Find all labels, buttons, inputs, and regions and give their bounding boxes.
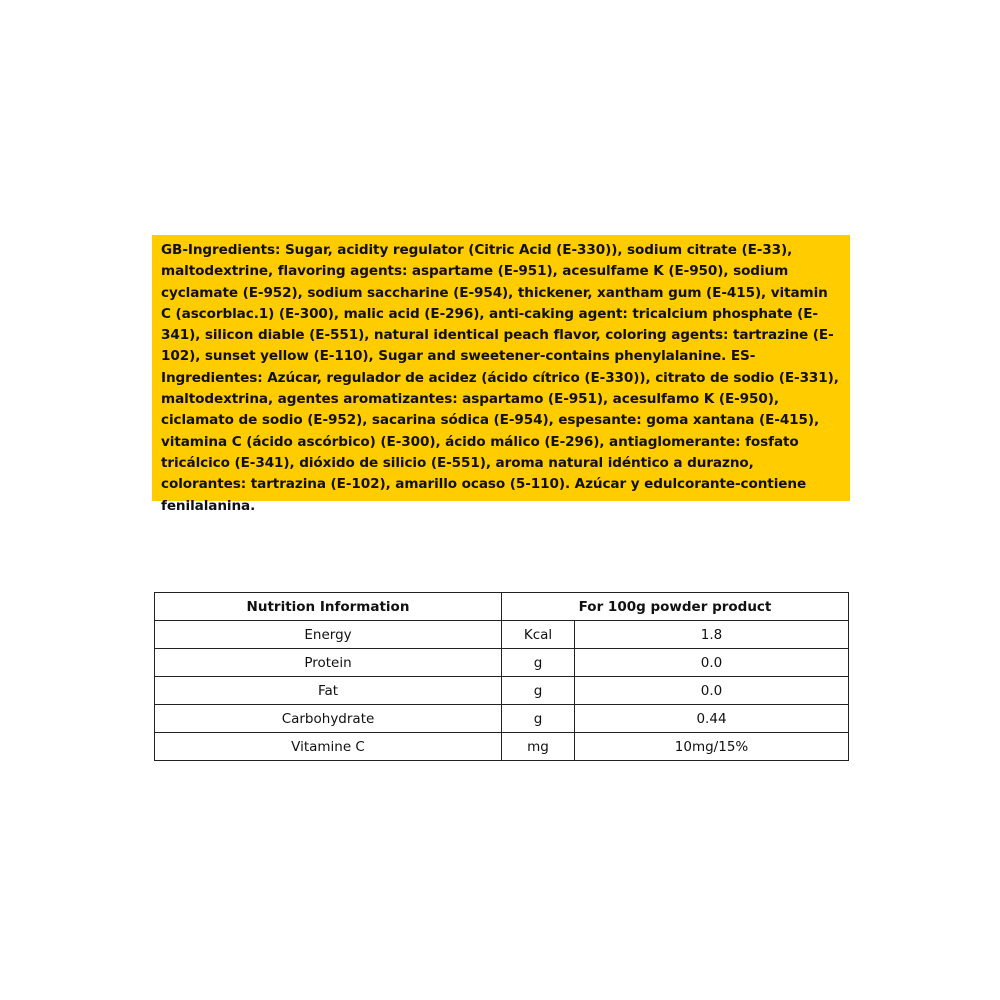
nutrient-value: 1.8 — [575, 621, 849, 649]
nutrient-name: Fat — [155, 677, 502, 705]
table-row — [155, 733, 849, 761]
nutrient-value: 0.0 — [575, 677, 849, 705]
nutrient-unit: g — [502, 677, 575, 705]
nutrient-name: Vitamine C — [155, 733, 502, 761]
nutrition-header-per: For 100g powder product — [502, 593, 849, 621]
ingredients-text: GB-Ingredients: Sugar, acidity regulator (Citric Acid (E-330)), sodium citrate (E-33), maltodextrine, flavoring agents: aspartame (E-951), acesulfame K (E-950), sodium cyclamate (E-952), sodium saccharine (E-954), thickener, xantham gum (E-415), vitamin C (ascorblac.1) (E-300), malic acid (E-296), anti-caking agent: tricalcium phosphate (E-341), silicon diable (E-551), natural identical peach flavor, coloring agents: tartrazine (E-102), sunset yellow (E-110), Sugar and sweetener-contains phenylalanine. ES-Ingredientes: Azúcar, regulador de acidez (ácido cítrico (E-330)), citrato de sodio (E-331), maltodextrina, agentes aromatizantes: aspartamo (E-951), acesulfamo K (E-950), ciclamato de sodio (E-952), sacarina sódica (E-954), espesante: goma xantana (E-415), vitamina C (ácido ascórbico) (E-300), ácido málico (E-296), antiaglomerante: fosfato tricálcico (E-341), dióxido de silicio (E-551), aroma natural idéntico a durazno, colorantes: tartrazina (E-102), amarillo ocaso (5-110). Azúcar y edulcorante-contiene fenilalanina. — [161, 242, 839, 514]
nutrition-table — [154, 592, 849, 761]
nutrient-value: 0.44 — [575, 705, 849, 733]
nutrient-name: Protein — [155, 649, 502, 677]
nutrient-value: 10mg/15% — [575, 733, 849, 761]
nutrient-unit: mg — [502, 733, 575, 761]
table-row — [155, 705, 849, 733]
nutrient-unit: g — [502, 705, 575, 733]
nutrient-name: Energy — [155, 621, 502, 649]
nutrition-header-label: Nutrition Information — [155, 593, 502, 621]
nutrient-unit: Kcal — [502, 621, 575, 649]
nutrient-unit: g — [502, 649, 575, 677]
ingredients-panel — [152, 235, 850, 514]
table-row — [155, 621, 849, 649]
nutrient-name: Carbohydrate — [155, 705, 502, 733]
table-row — [155, 677, 849, 705]
nutrient-value: 0.0 — [575, 649, 849, 677]
table-row — [155, 649, 849, 677]
nutrition-header-row — [155, 593, 849, 621]
